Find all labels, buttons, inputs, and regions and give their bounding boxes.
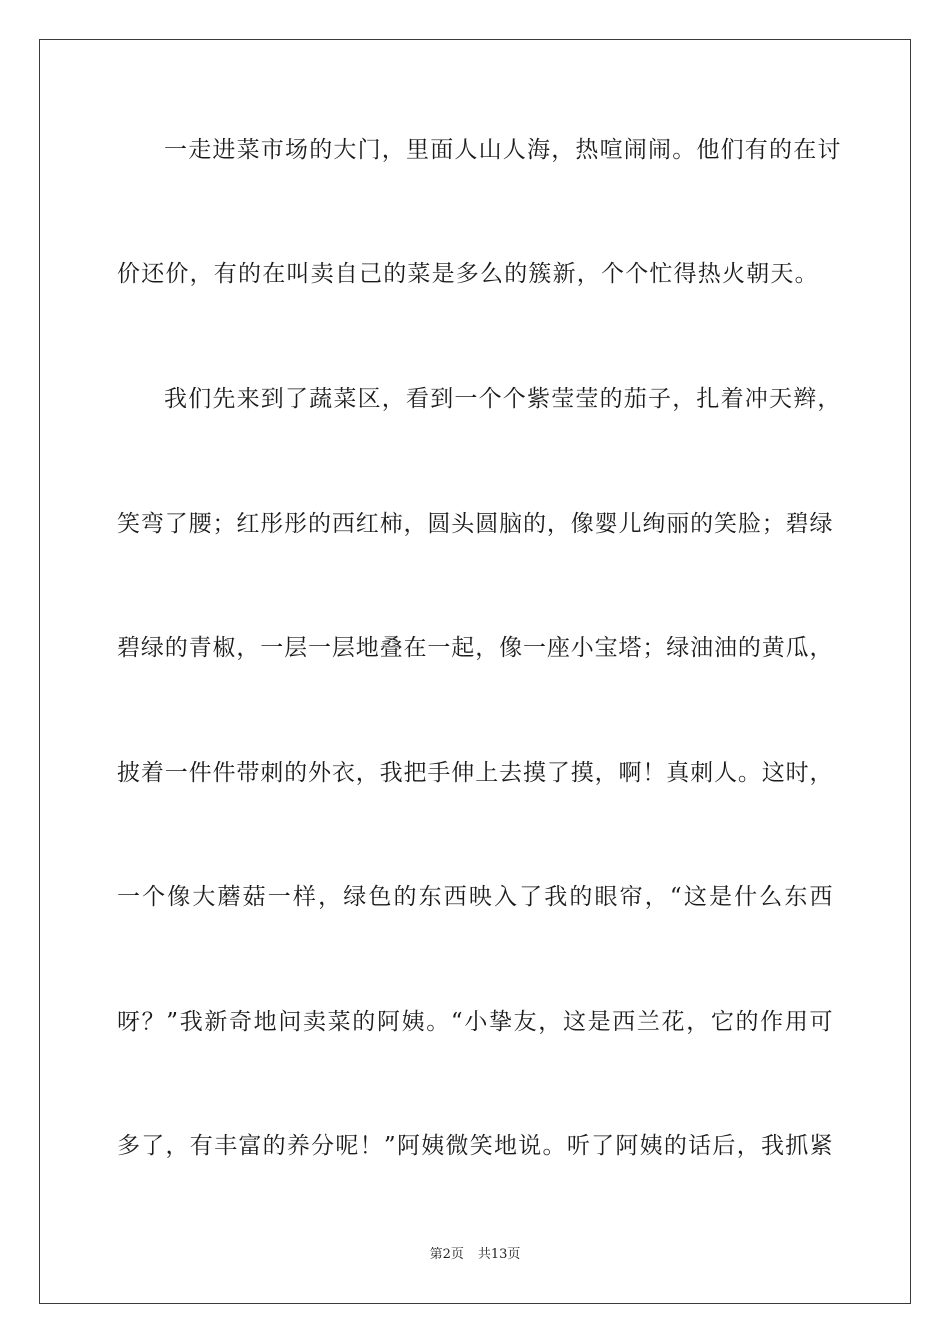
page-total: 共13页: [477, 1247, 521, 1262]
paragraph-2-line-6: 呀？”我新奇地问卖菜的阿姨。“小挚友，这是西兰花，它的作用可: [117, 1009, 833, 1035]
page-border: [39, 39, 911, 1304]
paragraph-2-line-2: 笑弯了腰；红彤彤的西红柿，圆头圆脑的，像婴儿绚丽的笑脸；碧绿: [117, 511, 833, 537]
paragraph-1-line-1: 一走进菜市场的大门，里面人山人海，热喧闹闹。他们有的在讨: [164, 137, 842, 163]
paragraph-2-line-7: 多了，有丰富的养分呢！”阿姨微笑地说。听了阿姨的话后，我抓紧: [117, 1133, 833, 1159]
page-footer: [0, 1246, 950, 1264]
paragraph-2-line-5: 一个像大蘑菇一样，绿色的东西映入了我的眼帘，“这是什么东西: [117, 884, 833, 910]
paragraph-2-line-3: 碧绿的青椒，一层一层地叠在一起，像一座小宝塔；绿油油的黄瓜，: [117, 635, 833, 661]
paragraph-1-line-2: 价还价，有的在叫卖自己的菜是多么的簇新，个个忙得热火朝天。: [117, 261, 819, 287]
paragraph-2-line-1: 我们先来到了蔬菜区，看到一个个紫莹莹的茄子，扎着冲天辫，: [164, 386, 842, 412]
paragraph-2-line-4: 披着一件件带刺的外衣，我把手伸上去摸了摸，啊！真刺人。这时，: [117, 760, 833, 786]
page-number: 第2页: [429, 1247, 464, 1262]
